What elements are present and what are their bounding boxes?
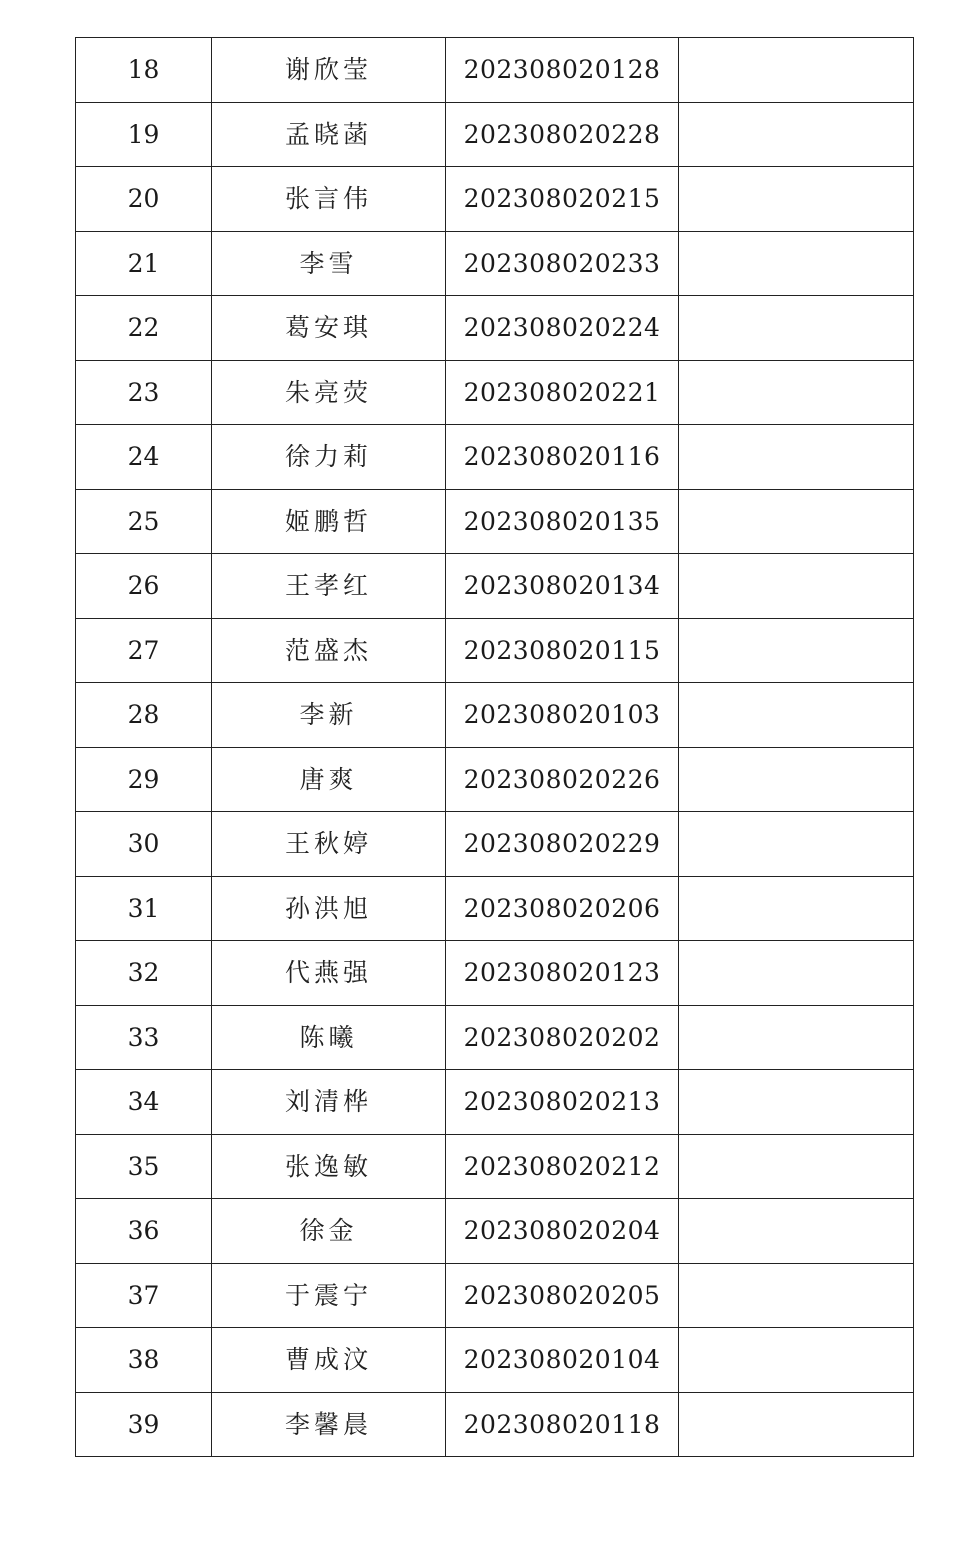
table-row <box>76 360 914 425</box>
table-row <box>76 876 914 941</box>
student-name-cell: 李新 <box>212 683 446 748</box>
student-name-cell: 王孝红 <box>212 554 446 619</box>
student-id-cell: 202308020204 <box>446 1199 679 1264</box>
student-name-cell: 张逸敏 <box>212 1134 446 1199</box>
remarks-cell <box>679 1263 914 1328</box>
student-id-cell: 202308020116 <box>446 425 679 490</box>
remarks-cell <box>679 360 914 425</box>
table-row <box>76 747 914 812</box>
remarks-cell <box>679 1134 914 1199</box>
student-id-cell: 202308020215 <box>446 167 679 232</box>
remarks-cell <box>679 747 914 812</box>
remarks-cell <box>679 1392 914 1457</box>
table-row <box>76 1199 914 1264</box>
row-number-cell: 32 <box>76 941 212 1006</box>
student-roster-table <box>75 37 914 1457</box>
student-id-cell: 202308020103 <box>446 683 679 748</box>
table-row <box>76 1005 914 1070</box>
student-name-cell: 曹成汶 <box>212 1328 446 1393</box>
student-name-cell: 李雪 <box>212 231 446 296</box>
student-name-cell: 陈曦 <box>212 1005 446 1070</box>
row-number-cell: 18 <box>76 38 212 103</box>
row-number-cell: 20 <box>76 167 212 232</box>
remarks-cell <box>679 1199 914 1264</box>
table-row <box>76 167 914 232</box>
table-row <box>76 1134 914 1199</box>
student-id-cell: 202308020115 <box>446 618 679 683</box>
remarks-cell <box>679 876 914 941</box>
table-row <box>76 1263 914 1328</box>
student-id-cell: 202308020224 <box>446 296 679 361</box>
student-id-cell: 202308020118 <box>446 1392 679 1457</box>
row-number-cell: 22 <box>76 296 212 361</box>
row-number-cell: 39 <box>76 1392 212 1457</box>
remarks-cell <box>679 425 914 490</box>
row-number-cell: 24 <box>76 425 212 490</box>
student-id-cell: 202308020213 <box>446 1070 679 1135</box>
row-number-cell: 38 <box>76 1328 212 1393</box>
table-row <box>76 489 914 554</box>
student-id-cell: 202308020212 <box>446 1134 679 1199</box>
student-id-cell: 202308020202 <box>446 1005 679 1070</box>
student-id-cell: 202308020104 <box>446 1328 679 1393</box>
row-number-cell: 35 <box>76 1134 212 1199</box>
table-row <box>76 231 914 296</box>
table-row <box>76 1328 914 1393</box>
student-name-cell: 代燕强 <box>212 941 446 1006</box>
row-number-cell: 25 <box>76 489 212 554</box>
student-name-cell: 张言伟 <box>212 167 446 232</box>
row-number-cell: 21 <box>76 231 212 296</box>
student-id-cell: 202308020233 <box>446 231 679 296</box>
remarks-cell <box>679 489 914 554</box>
student-id-cell: 202308020123 <box>446 941 679 1006</box>
student-name-cell: 朱亮荧 <box>212 360 446 425</box>
row-number-cell: 23 <box>76 360 212 425</box>
remarks-cell <box>679 941 914 1006</box>
student-name-cell: 孙洪旭 <box>212 876 446 941</box>
row-number-cell: 31 <box>76 876 212 941</box>
row-number-cell: 27 <box>76 618 212 683</box>
student-id-cell: 202308020228 <box>446 102 679 167</box>
row-number-cell: 34 <box>76 1070 212 1135</box>
remarks-cell <box>679 231 914 296</box>
student-id-cell: 202308020226 <box>446 747 679 812</box>
remarks-cell <box>679 38 914 103</box>
row-number-cell: 37 <box>76 1263 212 1328</box>
remarks-cell <box>679 296 914 361</box>
remarks-cell <box>679 683 914 748</box>
remarks-cell <box>679 1070 914 1135</box>
table-row <box>76 1070 914 1135</box>
table-row <box>76 425 914 490</box>
row-number-cell: 19 <box>76 102 212 167</box>
student-name-cell: 葛安琪 <box>212 296 446 361</box>
row-number-cell: 33 <box>76 1005 212 1070</box>
student-id-cell: 202308020205 <box>446 1263 679 1328</box>
student-id-cell: 202308020229 <box>446 812 679 877</box>
table-row <box>76 296 914 361</box>
student-name-cell: 姬鹏哲 <box>212 489 446 554</box>
student-name-cell: 范盛杰 <box>212 618 446 683</box>
remarks-cell <box>679 812 914 877</box>
student-id-cell: 202308020134 <box>446 554 679 619</box>
row-number-cell: 29 <box>76 747 212 812</box>
student-name-cell: 谢欣莹 <box>212 38 446 103</box>
student-name-cell: 徐金 <box>212 1199 446 1264</box>
student-name-cell: 唐爽 <box>212 747 446 812</box>
student-id-cell: 202308020128 <box>446 38 679 103</box>
remarks-cell <box>679 618 914 683</box>
row-number-cell: 26 <box>76 554 212 619</box>
student-name-cell: 刘清桦 <box>212 1070 446 1135</box>
table-row <box>76 1392 914 1457</box>
row-number-cell: 36 <box>76 1199 212 1264</box>
roster-table-body <box>76 38 914 1457</box>
table-row <box>76 812 914 877</box>
row-number-cell: 28 <box>76 683 212 748</box>
table-row <box>76 618 914 683</box>
remarks-cell <box>679 1005 914 1070</box>
student-name-cell: 孟晓菡 <box>212 102 446 167</box>
student-name-cell: 于震宁 <box>212 1263 446 1328</box>
remarks-cell <box>679 167 914 232</box>
student-name-cell: 王秋婷 <box>212 812 446 877</box>
student-name-cell: 李馨晨 <box>212 1392 446 1457</box>
table-row <box>76 554 914 619</box>
student-id-cell: 202308020206 <box>446 876 679 941</box>
remarks-cell <box>679 102 914 167</box>
remarks-cell <box>679 554 914 619</box>
student-id-cell: 202308020221 <box>446 360 679 425</box>
row-number-cell: 30 <box>76 812 212 877</box>
table-row <box>76 941 914 1006</box>
table-row <box>76 102 914 167</box>
table-row <box>76 38 914 103</box>
remarks-cell <box>679 1328 914 1393</box>
table-row <box>76 683 914 748</box>
student-id-cell: 202308020135 <box>446 489 679 554</box>
student-name-cell: 徐力莉 <box>212 425 446 490</box>
